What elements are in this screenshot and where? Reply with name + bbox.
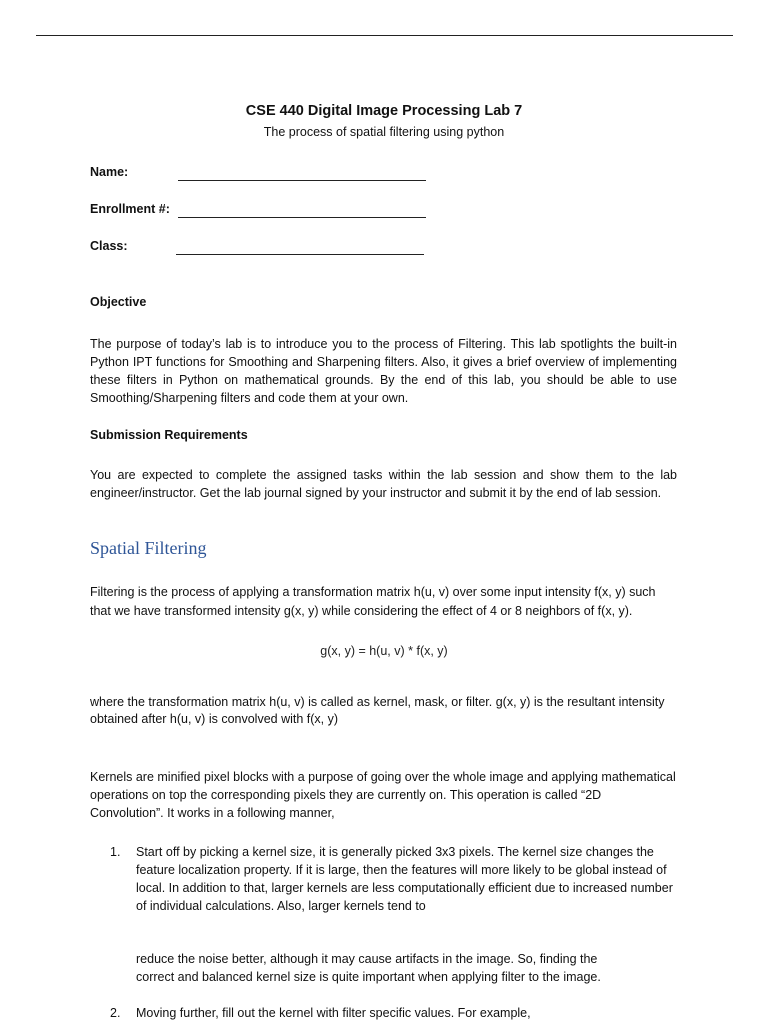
list-item-text: Moving further, fill out the kernel with filter specific values. For example, — [136, 1006, 531, 1020]
name-label: Name: — [90, 165, 129, 179]
enrollment-label: Enrollment #: — [90, 202, 170, 216]
list-item-text: Start off by picking a kernel size, it is generally picked 3x3 pixels. The kernel size changes the feature localization property. If it is large, then the features will more likely to be global instead of local. In addition to that, larger kernels are less computationally efficient due to increased number of individual calculations. Also, larger kernels tend to — [136, 845, 673, 913]
kernels-paragraph: Kernels are minified pixel blocks with a purpose of going over the whole image and applying mathematical operations on top the corresponding pixels they are currently on. This operation is called “2D Convolution”. It works in a following manner, — [90, 770, 676, 820]
lab-title: CSE 440 Digital Image Processing Lab 7 — [245, 103, 523, 119]
objective-paragraph: The purpose of today’s lab is to introduce you to the process of Filtering. This lab spotlights the built-in Python IPT functions for Smoothing and Sharpening filters. Also, it gives a brief overview of implementing these filters in Python on mathematical grounds. By the end of this lab, you should be able to use Smoothing/Sharpening filters and code them at your own. — [90, 337, 677, 405]
convolution-equation: g(x, y) = h(u, v) * f(x, y) — [320, 644, 448, 658]
filtering-paragraph: Filtering is the process of applying a transformation matrix h(u, v) over some input intensity f(x, y) such that we have transformed intensity g(x, y) while considering the effect of 4 or 8 neighbors of f(x, y). — [90, 585, 656, 618]
list-item-continuation: reduce the noise better, although it may cause artifacts in the image. So, finding the correct and balanced kernel size is quite important when applying filter to the image. — [136, 952, 601, 984]
submission-paragraph: You are expected to complete the assigned tasks within the lab session and show them to the lab engineer/instructor. Get the lab journal signed by your instructor and submit it by the end of lab session. — [90, 468, 677, 500]
list-number: 1. — [110, 845, 121, 859]
class-field[interactable] — [176, 254, 424, 255]
enrollment-field[interactable] — [178, 217, 426, 218]
objective-heading: Objective — [90, 295, 147, 309]
class-label: Class: — [90, 239, 128, 253]
header-rule — [36, 35, 733, 36]
submission-heading: Submission Requirements — [90, 428, 248, 442]
lab-subtitle: The process of spatial filtering using python — [263, 125, 505, 139]
list-number: 2. — [110, 1006, 121, 1020]
section-title: Spatial Filtering — [90, 538, 207, 558]
name-field[interactable] — [178, 180, 426, 181]
kernel-definition-paragraph: where the transformation matrix h(u, v) is called as kernel, mask, or filter. g(x, y) is the resultant intensity obtained after h(u, v) is convolved with f(x, y) — [90, 695, 665, 726]
